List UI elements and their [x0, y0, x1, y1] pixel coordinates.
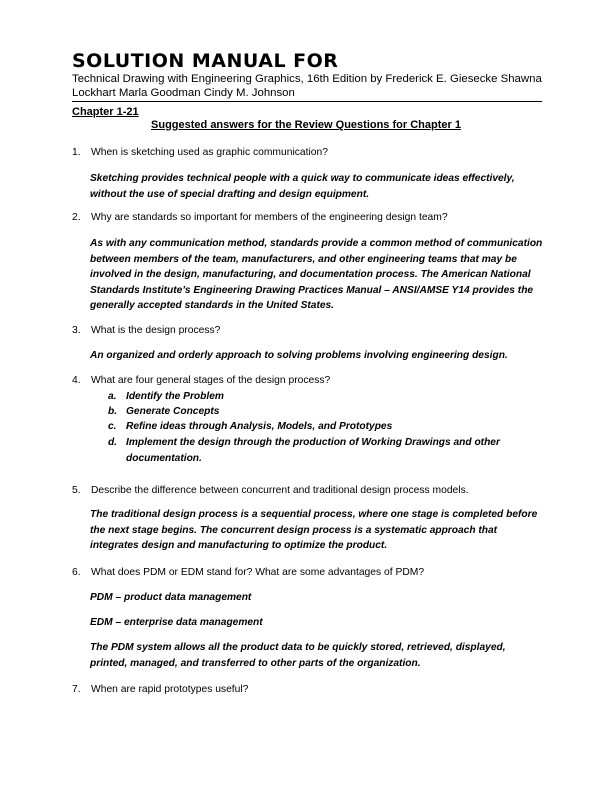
answer-6-pdm: PDM – product data management — [90, 592, 252, 603]
list-item-text: Implement the design through the production of Working Drawings and other documentation. — [126, 437, 500, 464]
question-number: 3. — [72, 325, 81, 336]
question-number: 1. — [72, 147, 81, 158]
section-heading: Suggested answers for the Review Questions for Chapter 1 — [151, 119, 461, 131]
answer-6-advantages: The PDM system allows all the product data to be quickly stored, retrieved, displayed, printed, managed, and transferred to other parts of the organization. — [90, 642, 506, 669]
answer-3: An organized and orderly approach to solving problems involving engineering design. — [90, 350, 508, 361]
header-divider — [72, 101, 542, 102]
list-marker: d. — [108, 437, 118, 448]
question-number: 5. — [72, 485, 81, 496]
book-citation: Technical Drawing with Engineering Graphics, 16th Edition by Frederick E. Giesecke Shawna Lockhart Marla Goodman Cindy M. Johnson — [72, 73, 542, 99]
answer-2: As with any communication method, standards provide a common method of communication between members of the team, manufacturers, and other engineering teams that may be involved in the design, manufacturing, and documentation process. The American National Standards Institute’s Engineering Drawing Practices Manual – ANSI/AMSE Y14 provides the generally accepted standards in the United States. — [90, 238, 543, 312]
list-item-text: Generate Concepts — [126, 406, 220, 417]
question-number: 6. — [72, 567, 81, 578]
answer-1: Sketching provides technical people with a quick way to communicate ideas effectively, without the use of special drafting and design equipment. — [90, 173, 515, 200]
answer-6-edm: EDM – enterprise data management — [90, 617, 263, 628]
list-marker: a. — [108, 391, 117, 402]
question-text: What is the design process? — [91, 325, 221, 336]
question-text: Why are standards so important for members of the engineering design team? — [91, 212, 448, 223]
question-text: When is sketching used as graphic communication? — [91, 147, 328, 158]
list-item-text: Refine ideas through Analysis, Models, and Prototypes — [126, 421, 393, 432]
question-text: When are rapid prototypes useful? — [91, 684, 249, 695]
question-number: 2. — [72, 212, 81, 223]
question-text: Describe the difference between concurrent and traditional design process models. — [91, 485, 469, 496]
chapter-label: Chapter 1-21 — [72, 106, 139, 118]
question-text: What are four general stages of the design process? — [91, 375, 331, 386]
question-text: What does PDM or EDM stand for? What are some advantages of PDM? — [91, 567, 425, 578]
answer-5: The traditional design process is a sequential process, where one stage is completed before the next stage begins. The concurrent design process is a systematic approach that integrates design and manufacturing to optimize the product. — [90, 509, 538, 552]
list-item-text: Identify the Problem — [126, 391, 224, 402]
list-marker: b. — [108, 406, 118, 417]
document-title: SOLUTION MANUAL FOR — [72, 50, 339, 72]
question-number: 7. — [72, 684, 81, 695]
list-marker: c. — [108, 421, 117, 432]
question-number: 4. — [72, 375, 81, 386]
